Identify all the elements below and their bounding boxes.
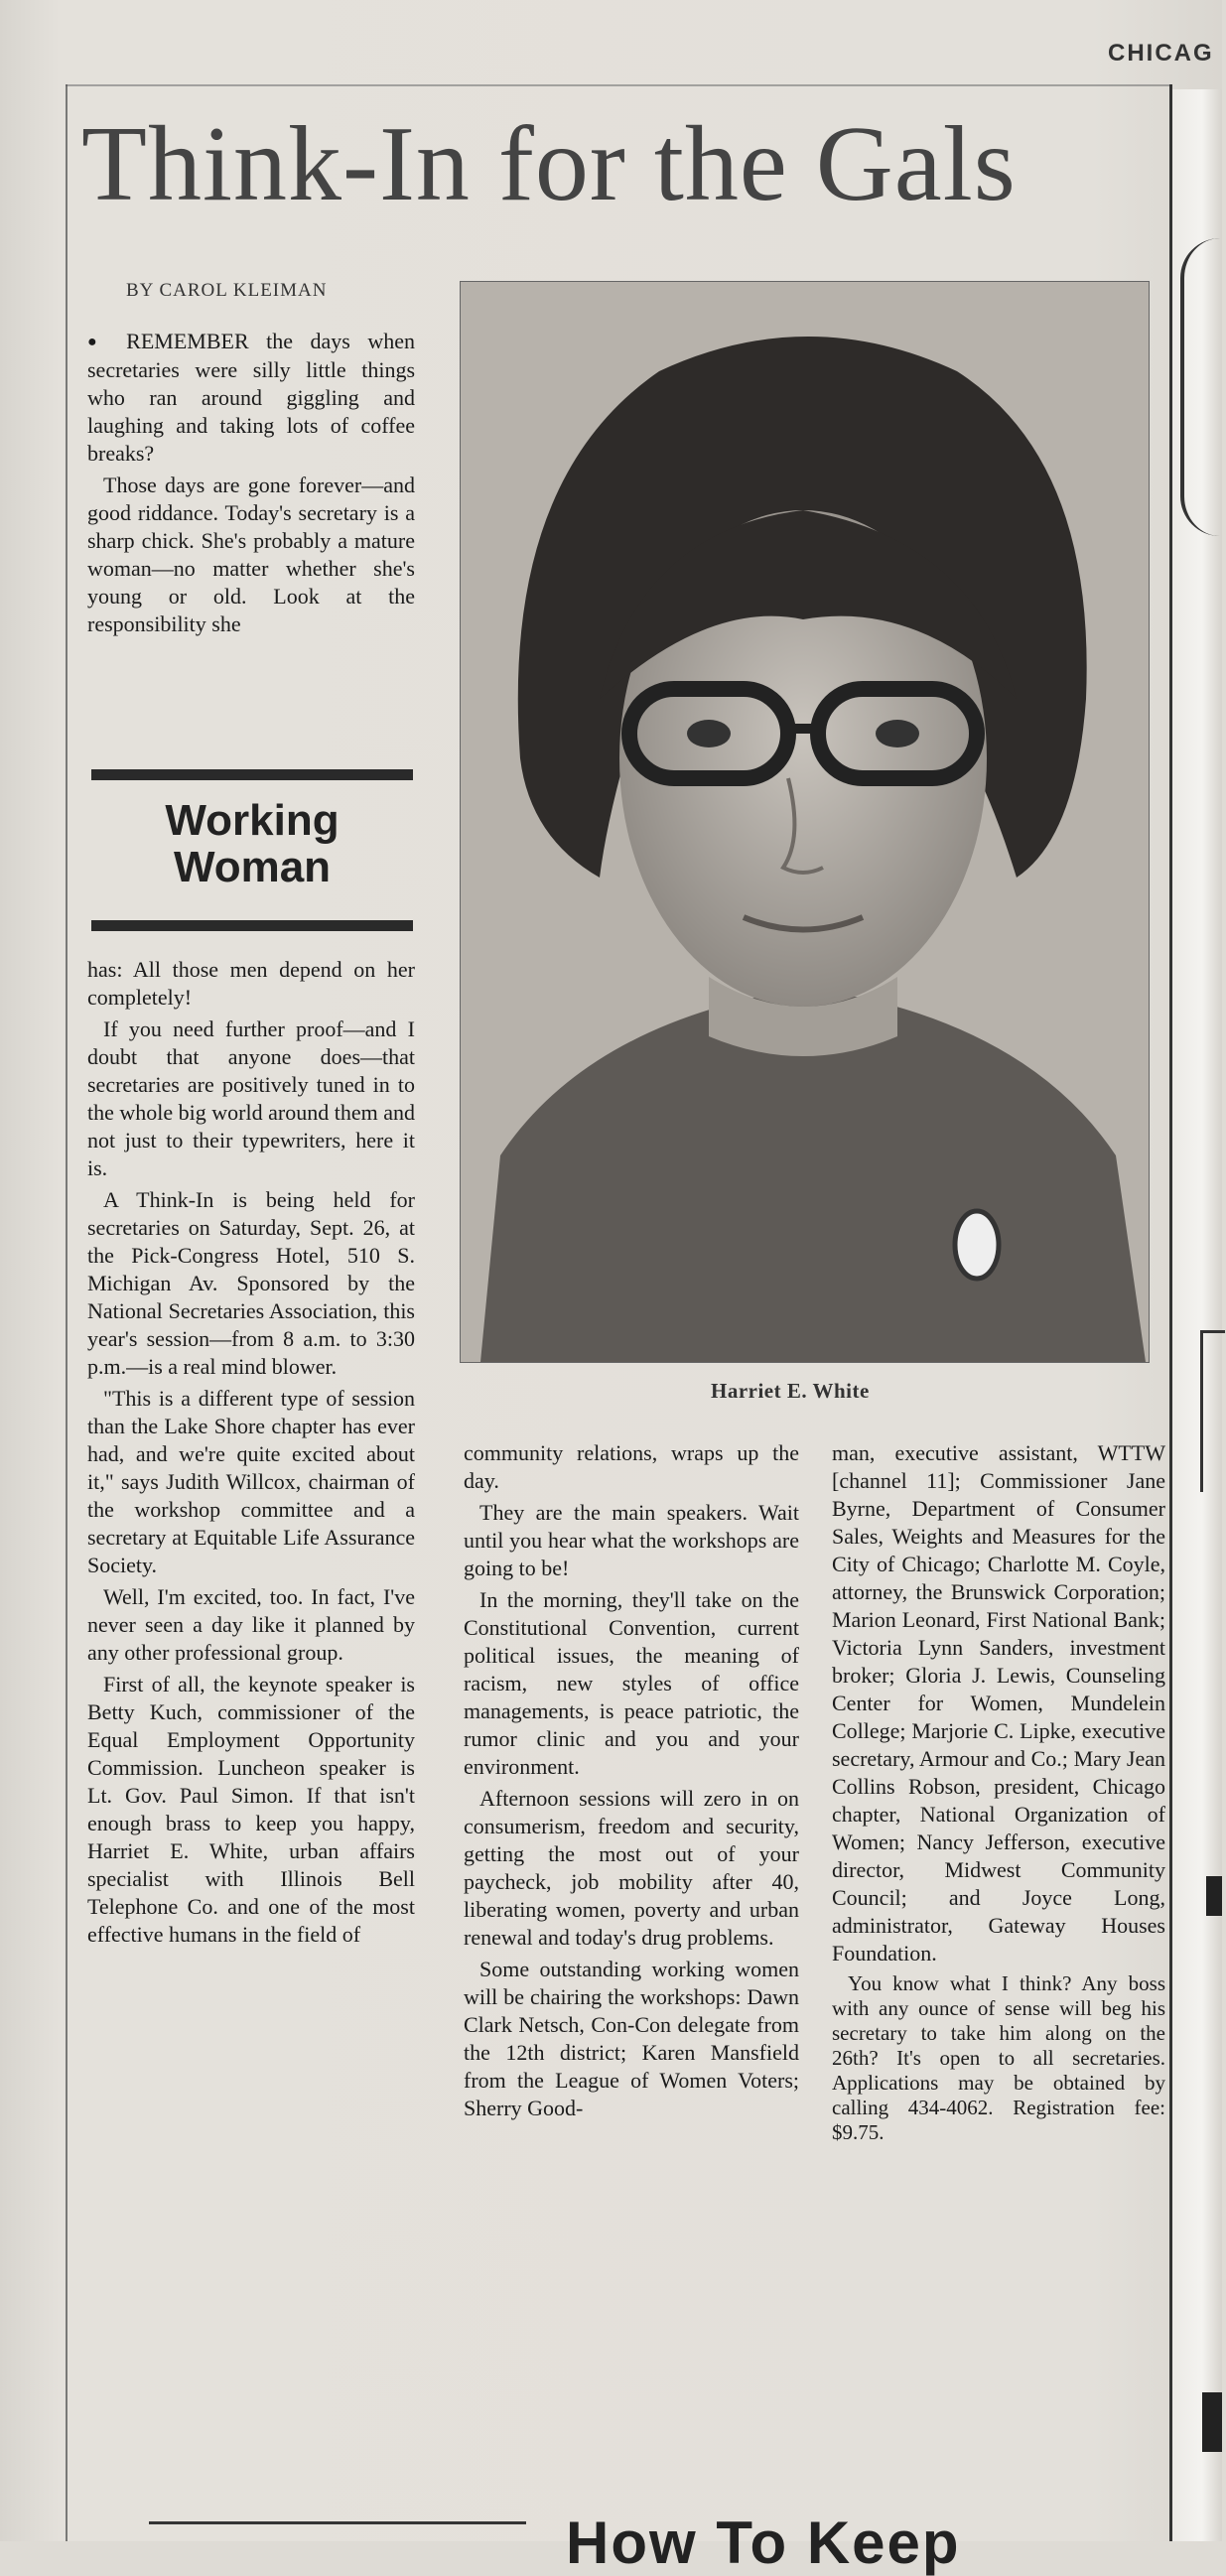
paragraph: A Think-In is being held for secretaries on Saturday, Sept. 26, at the Pick-Congress Hotel, 510 S. Michigan Av. Sponsored by the National Secretaries Association, this year's session—from 8 a.m. to 3:30 p.m.—is a real mind blower. [87, 1187, 415, 1379]
next-article-rule [149, 2521, 526, 2524]
top-rule [66, 84, 1171, 86]
paragraph: They are the main speakers. Wait until you hear what the workshops are going to be! [464, 1500, 799, 1580]
bullet-icon: ● [87, 334, 109, 350]
column-1-top [87, 328, 415, 642]
masthead: CHICAG [1108, 40, 1214, 67]
column-3 [832, 1439, 1165, 2149]
paragraph: Those days are gone forever—and good riddance. Today's secretary is a sharp chick. She's probably a mature woman—no matter whether she's young or old. Look at the responsibility she [87, 473, 415, 636]
label-bar-bottom [91, 920, 413, 931]
headline: Think-In for the Gals [81, 105, 1017, 223]
portrait-illustration [461, 282, 1149, 1362]
paragraph: ● REMEMBER the days when secretaries were silly little things who ran around giggling and laughing and taking lots of coffee breaks? [87, 329, 415, 466]
column-1-bottom [87, 956, 415, 1953]
working-woman-label [91, 769, 413, 938]
photo-caption: Harriet E. White [711, 1379, 870, 1403]
paragraph: In the morning, they'll take on the Constitutional Convention, current political issues, the meaning of racism, new styles of office managements, is peace patriotic, the rumor clinic and you and your environment. [464, 1587, 799, 1779]
paragraph: Well, I'm excited, too. In fact, I've never seen a day like it planned by any other professional group. [87, 1584, 415, 1665]
next-article-header [149, 2509, 1142, 2576]
paragraph: First of all, the keynote speaker is Betty Kuch, commissioner of the Equal Employment Opportunity Commission. Luncheon speaker is Lt. Gov. Paul Simon. If that isn't enough brass to keep you happy, Harriet E. White, urban affairs specialist with Illinois Bell Telephone Co. and one of the most effective humans in the field of [87, 1672, 415, 1947]
paragraph: If you need further proof—and I doubt that anyone does—that secretaries are positively tuned in to the whole big world around them and not just to their typewriters, here it is. [87, 1017, 415, 1180]
next-article-heading: How To Keep [566, 2509, 961, 2576]
label-bar-top [91, 769, 413, 780]
paragraph: man, executive assistant, WTTW [channel 11]; Commissioner Jane Byrne, Department of Consumer Sales, Weights and Measures for the City of Chicago; Charlotte M. Coyle, attorney, the Brunswick Corporation; Marion Leonard, First National Bank; Victoria Lynn Sanders, investment broker; Gloria J. Lewis, Counseling Center for Women, Mundelein College; Marjorie C. Lipke, executive secretary, Armour and Co.; Mary Jean Collins Robson, president, Chicago chapter, National Organization of Women; Nancy Jefferson, executive director, Midwest Community Council; and Joyce Long, administrator, Gateway Houses Foundation. [832, 1440, 1165, 1966]
left-column-rule [66, 84, 68, 2541]
column-2 [464, 1439, 799, 2126]
paragraph: community relations, wraps up the day. [464, 1440, 799, 1493]
paragraph: You know what I think? Any boss with any ounce of sense will beg his secretary to take him along on the 26th? It's open to all secretaries. Applications may be obtained by calling 434-4062. Registration fee: $9.75. [832, 1971, 1165, 2144]
paragraph: has: All those men depend on her completely! [87, 957, 415, 1010]
paragraph: Afternoon sessions will zero in on consumerism, freedom and security, getting the most out of your paycheck, job mobility after 40, liberating women, poverty and urban renewal and today's drug problems. [464, 1786, 799, 1950]
paragraph: Some outstanding working women will be chairing the workshops: Dawn Clark Netsch, Con-Con delegate from the 12th district; Karen Mansfield from the League of Women Voters; Sherry Good- [464, 1957, 799, 2120]
label-line: Working [165, 796, 340, 845]
portrait-photo [460, 281, 1150, 1363]
paragraph: "This is a different type of session than the Lake Shore chapter has ever had, and we're quite excited about it," says Judith Willcox, chairman of the workshop committee and a secretary at Equitable Life Assurance Society. [87, 1386, 415, 1577]
adjacent-page-strip [1172, 89, 1222, 2541]
label-line: Woman [173, 843, 332, 891]
byline: BY CAROL KLEIMAN [126, 280, 328, 301]
